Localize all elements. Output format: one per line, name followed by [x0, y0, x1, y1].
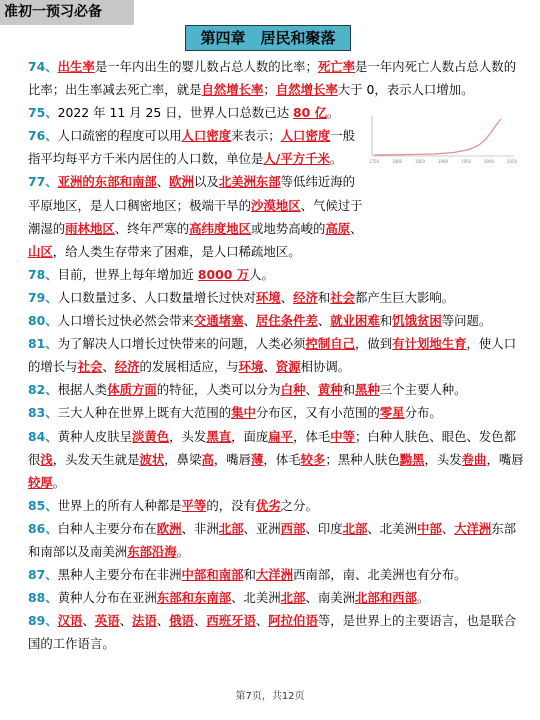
item-text: 、	[119, 613, 132, 629]
keyword: 体质方面	[107, 382, 157, 398]
keyword: 北部	[218, 520, 244, 536]
list-item	[28, 263, 524, 286]
keyword: 社会	[330, 289, 356, 305]
keyword: 西班牙语	[206, 613, 256, 629]
keyword: 就业困难	[330, 313, 380, 329]
keyword: 沙漠地区	[251, 197, 301, 213]
item-text: ，做到	[355, 336, 393, 352]
item-number: 84、	[28, 428, 58, 444]
item-text: 、南美洲	[305, 590, 356, 606]
keyword: 社会	[77, 359, 103, 375]
keyword: 北部	[342, 520, 368, 536]
keyword: 东部沿海	[127, 543, 177, 559]
keyword: 波状	[139, 451, 165, 467]
keyword: 中等	[330, 428, 356, 444]
item-text: 人。	[249, 266, 274, 282]
item-text: 。	[329, 151, 343, 167]
item-text: 、北美洲	[367, 520, 417, 536]
item-number: 76、	[28, 128, 58, 144]
keyword: 死亡率	[317, 59, 356, 74]
item-text: 和	[243, 567, 256, 583]
item-text: 、	[156, 174, 170, 190]
item-text: 以及	[193, 174, 219, 190]
item-number: 83、	[28, 405, 58, 421]
item-text: 的发展相适应，与	[139, 359, 239, 375]
item-text: 、非洲	[181, 520, 219, 536]
keyword: 控制自己	[305, 336, 356, 352]
keyword: 卷曲	[461, 451, 487, 467]
graph-tick-label: 2050	[506, 159, 517, 164]
graph-tick-label: 1850	[414, 159, 426, 164]
item-text: 三个主要人种。	[379, 382, 467, 398]
item-text: 分布区，又有小范围的	[255, 405, 380, 421]
item-text: 、	[317, 313, 331, 329]
keyword: 环境	[238, 359, 264, 375]
item-text: 的，没有	[206, 497, 256, 513]
keyword: 中部	[416, 520, 442, 536]
item-text: 、	[82, 613, 95, 629]
keyword: 交通堵塞	[193, 313, 244, 329]
keyword: 居住条件差	[255, 313, 318, 329]
item-text: 和	[317, 289, 331, 305]
item-text: ；白种人肤色、眼色、发色都很	[28, 428, 517, 467]
item-text: 白种人主要分布在	[57, 520, 157, 536]
item-text: 黄种人分布在亚洲	[57, 590, 157, 606]
keyword: 优劣	[255, 497, 281, 513]
item-number: 88、	[28, 590, 58, 606]
list-item	[28, 378, 524, 401]
keyword: 较厚	[28, 474, 53, 490]
keyword: 西部	[280, 520, 306, 536]
list-item	[28, 563, 524, 586]
population-growth-graph	[364, 114, 517, 166]
list-item	[28, 609, 524, 655]
item-text: 西南部，南、北美洲也有分布。	[293, 567, 467, 583]
list-item	[28, 425, 524, 494]
keyword: 黝黑	[399, 451, 425, 467]
item-text: 一般指平均每平方千米内居住的人口数，单位是	[28, 128, 356, 167]
keyword: 淡黄色	[131, 428, 170, 444]
list-item	[28, 494, 524, 517]
item-text: 世界上的所有人种都是	[57, 497, 182, 513]
graph-tick-label: 1750	[368, 159, 380, 164]
item-number: 82、	[28, 382, 58, 398]
item-text: 。	[326, 105, 340, 121]
keyword: 出生率	[57, 59, 95, 74]
list-item	[28, 124, 364, 170]
keyword: 经济	[293, 289, 318, 305]
item-text: 、	[243, 313, 256, 329]
keyword: 浅	[40, 451, 53, 467]
list-item	[28, 309, 524, 332]
item-number: 85、	[28, 497, 58, 513]
keyword: 雨林地区	[65, 220, 115, 236]
item-text: 、	[305, 382, 318, 398]
keyword: 高	[201, 451, 214, 467]
item-text: 目前，世界上每年增加近	[57, 266, 198, 282]
keyword: 山区	[28, 243, 53, 259]
item-text: 是一年内出生的婴儿数占总人数的比率；	[94, 59, 318, 74]
item-text: 为了解决人口增长过快带来的问题，人类必须	[57, 336, 306, 352]
top-badge: 准初一预习必备	[0, 0, 134, 25]
item-text: 2022 年 11 月 25 日，世界人口总数已达	[57, 105, 294, 121]
keyword: 自然增长率	[201, 82, 264, 98]
graph-tick-label: 1800	[391, 159, 403, 164]
item-text: 等问题。	[441, 313, 492, 329]
list-item	[28, 55, 524, 101]
item-text: ，头发天生就是	[52, 451, 140, 467]
keyword: 平等	[181, 497, 207, 513]
item-text: 和	[379, 313, 393, 329]
item-text: 人口增长过快必然会带来	[57, 313, 194, 329]
keyword: 汉语	[57, 613, 83, 629]
item-number: 89、	[28, 613, 58, 629]
keyword: 俄语	[169, 613, 194, 629]
item-text: 三大人种在世界上既有大范围的	[57, 405, 232, 421]
keyword: 环境	[255, 289, 281, 305]
item-number: 74、	[28, 59, 58, 74]
item-text: 、	[193, 613, 207, 629]
list-item	[28, 170, 364, 262]
item-number: 75、	[28, 105, 58, 121]
keyword: 大洋洲	[454, 520, 492, 536]
item-text: 根据人类	[57, 382, 108, 398]
item-number: 81、	[28, 336, 58, 352]
graph-tick-label: 1900	[437, 159, 449, 164]
item-text: 人口数量过多、人口数量增长过快对	[57, 289, 256, 305]
item-text: 、终年严寒的	[114, 220, 190, 236]
item-text: ，头发	[424, 451, 462, 467]
keyword: 零星	[379, 405, 405, 421]
keyword: 北美洲东部	[218, 174, 281, 190]
keyword: 亚洲的东部和南部	[57, 174, 157, 190]
item-text: ，面庞	[231, 428, 269, 444]
item-text: 的特征，人类可以分为	[156, 382, 281, 398]
item-text: 黄种人皮肤呈	[57, 428, 132, 444]
item-text: 。	[52, 474, 66, 490]
item-text: ，头发	[169, 428, 207, 444]
chapter-title: 第四章 居民和聚落	[185, 25, 351, 51]
item-text: 、	[350, 220, 363, 236]
list-item	[28, 517, 524, 563]
keyword: 黑直	[206, 428, 232, 444]
list-item	[28, 401, 524, 424]
item-text: ；黑种人肤色	[325, 451, 400, 467]
graph-tick-label: 1950	[460, 159, 472, 164]
keyword: 较多	[300, 451, 326, 467]
item-text: 、气候过于潮湿的	[28, 197, 363, 236]
item-text: 、	[441, 520, 455, 536]
keyword: 欧洲	[169, 174, 194, 190]
item-number: 80、	[28, 313, 58, 329]
keyword: 饥饿贫困	[392, 313, 442, 329]
keyword: 白种	[280, 382, 306, 398]
item-text: 和	[342, 382, 356, 398]
keyword: 8000 万	[197, 266, 250, 282]
item-number: 87、	[28, 567, 58, 583]
keyword: 北部和西部	[355, 590, 417, 606]
item-text: 都产生巨大影响。	[355, 289, 455, 305]
item-text: 大于 0，表示人口增加。	[337, 82, 474, 98]
list-item	[28, 586, 524, 609]
page-footer: 第7页，共12页	[235, 691, 305, 702]
item-text: 。	[176, 543, 190, 559]
item-text: ，嘴唇	[213, 451, 252, 467]
item-text: 。	[416, 590, 430, 606]
keyword: 人口密度	[280, 128, 331, 144]
keyword: 经济	[114, 359, 140, 375]
item-text: 分布。	[404, 405, 442, 421]
keyword: 中部和南部	[181, 567, 244, 583]
keyword: 黑种	[355, 382, 380, 398]
keyword: 资源	[275, 359, 301, 375]
keyword: 扁平	[268, 428, 294, 444]
item-text: 、	[102, 359, 115, 375]
keyword: 欧洲	[156, 520, 182, 536]
item-text: 等，是世界上的主要语言，也是联合国的工作语言。	[28, 613, 517, 652]
keyword: 高原	[325, 220, 351, 236]
list-item	[28, 286, 524, 309]
keyword: 大洋洲	[255, 567, 294, 583]
item-text: 、	[263, 359, 276, 375]
item-text: 、	[156, 613, 170, 629]
item-text: 、	[255, 613, 269, 629]
item-number: 86、	[28, 520, 58, 536]
keyword: 薄	[251, 451, 264, 467]
item-text: 是一年内死亡人数占总人数的比率；出生率减去死亡率，就是	[28, 59, 517, 98]
item-text: 等低纬近海的平原地区，是人口稠密地区；极端干旱的	[28, 174, 356, 213]
item-text: 、印度	[305, 520, 343, 536]
item-text: 、	[280, 289, 294, 305]
item-text: 人口疏密的程度可以用	[57, 128, 182, 144]
item-text: 之分。	[280, 497, 318, 513]
keyword: 阿拉伯语	[268, 613, 318, 629]
item-text: ，体毛	[263, 451, 301, 467]
item-text: ，鼻梁	[164, 451, 202, 467]
keyword: 东部和东南部	[156, 590, 232, 606]
item-text: 、亚洲	[243, 520, 281, 536]
item-text: ，给人类生存带来了困难，是人口稀疏地区。	[52, 243, 301, 259]
keyword: 有计划地生育	[392, 336, 467, 352]
item-text: 、北美洲	[231, 590, 281, 606]
item-text: ，使人口的增长与	[28, 336, 517, 375]
keyword: 英语	[94, 613, 120, 629]
item-text: 或地势高峻的	[251, 220, 326, 236]
keyword: 黄种	[317, 382, 343, 398]
item-number: 78、	[28, 266, 58, 282]
item-text: ；	[263, 82, 276, 98]
item-text: ，嘴唇	[486, 451, 524, 467]
keyword: 集中	[231, 405, 256, 421]
item-text: 东部和南部以及南美洲	[28, 520, 517, 559]
keyword: 高纬度地区	[189, 220, 252, 236]
item-text: 相协调。	[300, 359, 351, 375]
list-item	[28, 332, 524, 378]
graph-tick-label: 2000	[483, 159, 495, 164]
item-number: 79、	[28, 289, 58, 305]
keyword: 自然增长率	[275, 82, 338, 98]
item-text: 来表示；	[231, 128, 281, 144]
item-text: 黑种人主要分布在非洲	[57, 567, 182, 583]
keyword: 人口密度	[181, 128, 232, 144]
item-text: ，体毛	[293, 428, 331, 444]
keyword: 人/平方千米	[263, 151, 330, 167]
keyword: 北部	[280, 590, 306, 606]
keyword: 法语	[131, 613, 157, 629]
item-number: 77、	[28, 174, 58, 190]
keyword: 80 亿	[293, 105, 327, 121]
list-item	[28, 101, 364, 124]
